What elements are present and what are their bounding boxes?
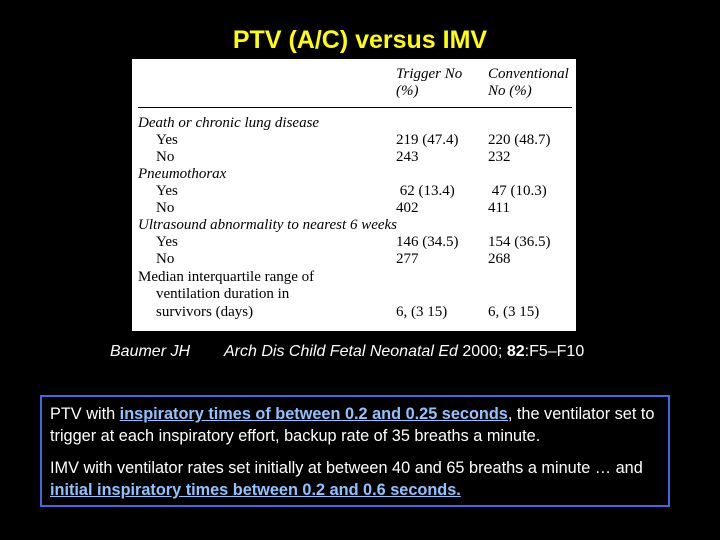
table-row [138, 286, 572, 303]
conventional-value: 411 [488, 200, 510, 216]
header-trigger-unit: (%) [396, 83, 419, 99]
conventional-value: 268 [488, 251, 511, 267]
citation-journal-line [224, 343, 584, 361]
row-label: No [156, 251, 175, 267]
citation-journal: Arch Dis Child Fetal Neonatal Ed [224, 343, 458, 360]
row-label: Median interquartile range of [138, 269, 315, 285]
ptv-inspiratory-times-link[interactable]: inspiratory times of between 0.2 and 0.25 seconds [119, 405, 508, 423]
table-row [138, 234, 572, 251]
citation-year: 2000; [457, 343, 503, 360]
conventional-value: 47 (10.3) [488, 183, 547, 199]
trigger-value: 62 (13.4) [396, 183, 455, 199]
header-conventional-unit: No (%) [488, 83, 532, 99]
table-row [138, 251, 572, 268]
citation-pages: :F5–F10 [524, 343, 585, 360]
row-label: ventilation duration in [156, 286, 290, 302]
imv-note-text: IMV with ventilator rates set initially at between 40 and 65 breaths a minute … and [50, 459, 643, 477]
table-row [138, 304, 572, 321]
table-row [138, 269, 572, 286]
notes-box [40, 395, 670, 507]
row-label: survivors (days) [156, 304, 254, 320]
row-label: Yes [156, 132, 178, 148]
table-row [138, 166, 572, 183]
row-label: Yes [156, 183, 178, 199]
row-label: Death or chronic lung disease [138, 115, 320, 131]
trigger-value: 146 (34.5) [396, 234, 459, 250]
citation-author: Baumer JH [110, 343, 191, 360]
results-table [132, 59, 576, 331]
conventional-value: 6, (3 15) [488, 304, 540, 320]
conventional-value: 232 [488, 149, 511, 165]
table-row [138, 132, 572, 149]
row-label: No [156, 149, 175, 165]
table-row [138, 217, 572, 234]
table-row [138, 200, 572, 217]
table-row [138, 149, 572, 166]
trigger-value: 6, (3 15) [396, 304, 448, 320]
citation-volume: 82 [502, 343, 525, 360]
trigger-value: 219 (47.4) [396, 132, 459, 148]
conventional-value: 220 (48.7) [488, 132, 551, 148]
row-label: Ultrasound abnormality to nearest 6 weeks [138, 217, 398, 233]
ptv-note-text: PTV with [50, 405, 120, 423]
conventional-value: 154 (36.5) [488, 234, 551, 250]
imv-note [50, 457, 660, 501]
row-label: No [156, 200, 175, 216]
header-conventional: Conventional [488, 66, 569, 82]
trigger-value: 277 [396, 251, 419, 267]
table-header-row-2 [138, 83, 572, 100]
table-header-row-1 [138, 66, 572, 83]
slide-title: PTV (A/C) versus IMV [232, 26, 488, 54]
header-trigger: Trigger No [396, 66, 463, 82]
row-label: Yes [156, 234, 178, 250]
ptv-note-text: , the ventilator set to trigger at each inspiratory effort, backup rate of 35 breaths a minute. [50, 405, 655, 445]
ptv-note [50, 403, 660, 447]
table-row [138, 183, 572, 200]
table-row [138, 115, 572, 132]
header-divider [138, 107, 572, 108]
row-label: Pneumothorax [138, 166, 227, 182]
trigger-value: 402 [396, 200, 419, 216]
imv-inspiratory-times-link[interactable]: initial inspiratory times between 0.2 and 0.6 seconds. [50, 481, 461, 499]
trigger-value: 243 [396, 149, 419, 165]
